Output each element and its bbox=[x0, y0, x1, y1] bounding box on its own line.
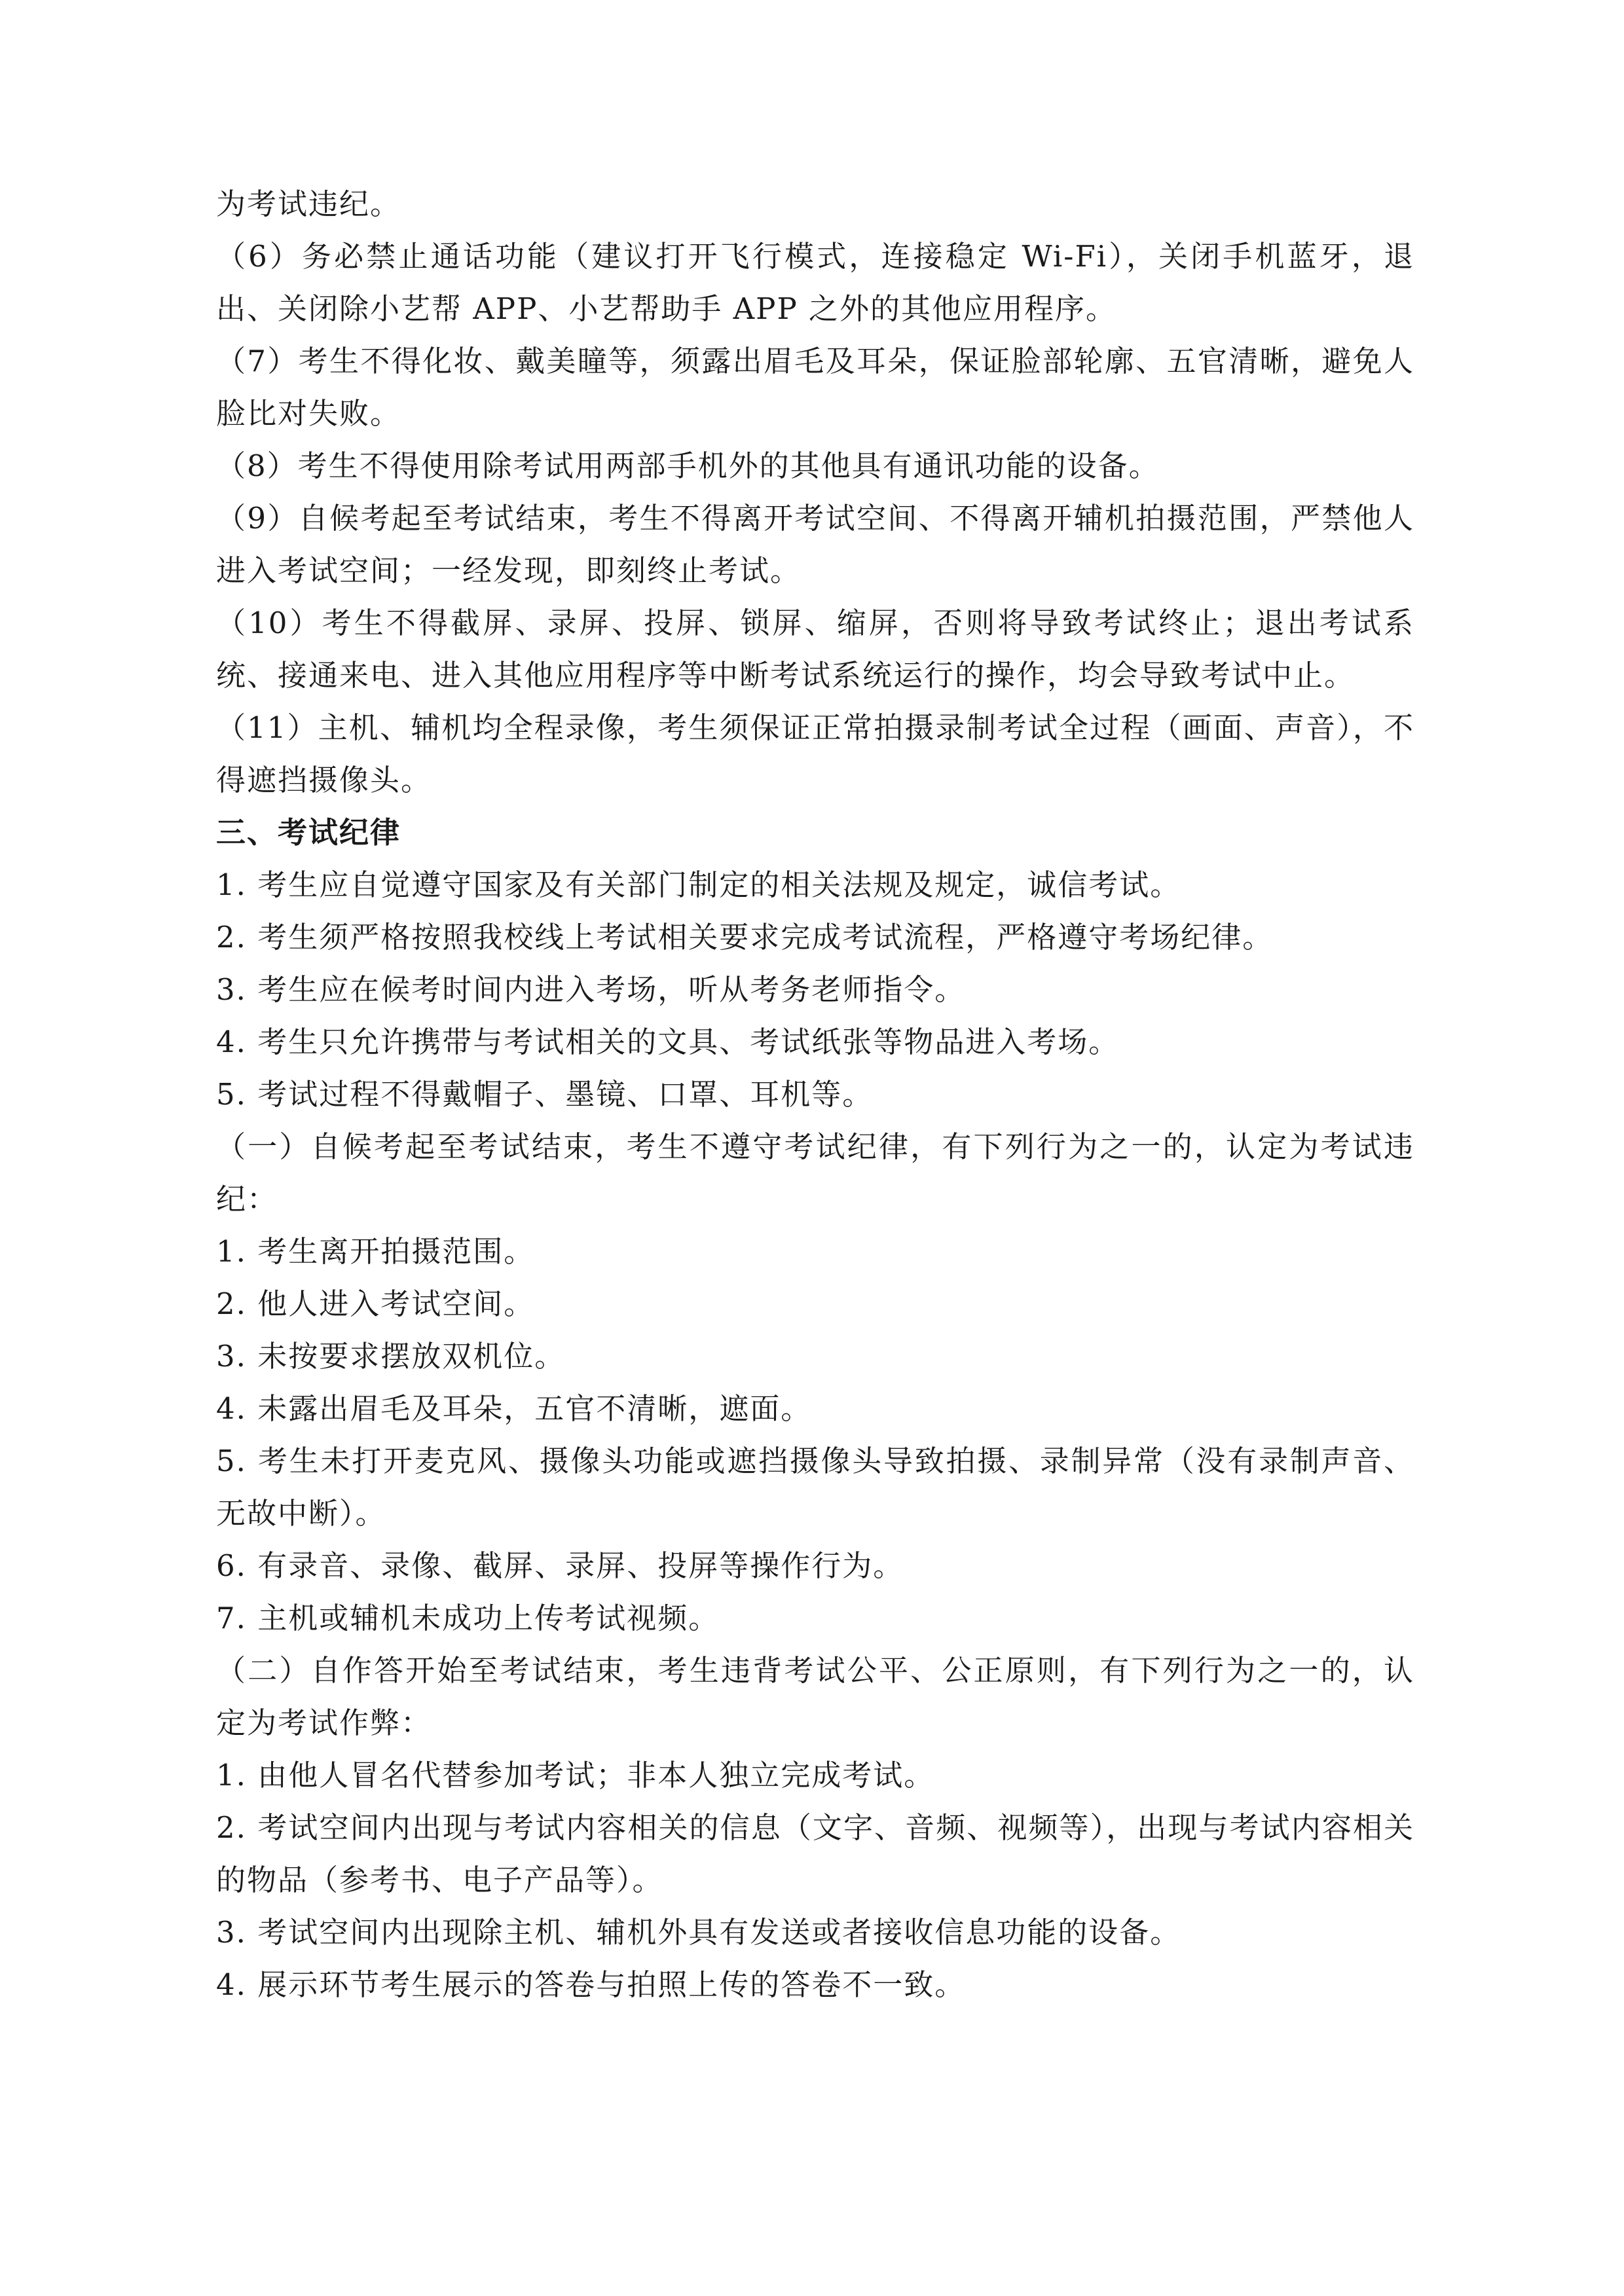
discipline-item-3: 3. 考生应在候考时间内进入考场，听从考务老师指令。 bbox=[216, 972, 966, 1007]
violation-item-4: 4. 未露出眉毛及耳朵，五官不清晰，遮面。 bbox=[216, 1391, 812, 1426]
violation-item-5: 5. 考生未打开麦克风、摄像头功能或遮挡摄像头导致拍摄、录制异常（没有录制声音、无故中断）。 bbox=[216, 1444, 1414, 1531]
subsection-violation-intro: （一）自候考起至考试结束，考生不遵守考试纪律，有下列行为之一的，认定为考试违纪： bbox=[216, 1129, 1414, 1216]
violation-item-3: 3. 未按要求摆放双机位。 bbox=[216, 1339, 566, 1374]
document-body bbox=[216, 178, 1414, 2011]
cheating-item-3: 3. 考试空间内出现除主机、辅机外具有发送或者接收信息功能的设备。 bbox=[216, 1915, 1181, 1950]
cheating-item-2: 2. 考试空间内出现与考试内容相关的信息（文字、音频、视频等），出现与考试内容相关的物品（参考书、电子产品等）。 bbox=[216, 1810, 1414, 1897]
cheating-item-4: 4. 展示环节考生展示的答卷与拍照上传的答卷不一致。 bbox=[216, 1967, 966, 2002]
rule-item-8: （8）考生不得使用除考试用两部手机外的其他具有通讯功能的设备。 bbox=[216, 448, 1160, 483]
discipline-item-5: 5. 考试过程不得戴帽子、墨镜、口罩、耳机等。 bbox=[216, 1077, 874, 1112]
section-heading-exam-discipline: 三、考试纪律 bbox=[216, 815, 401, 850]
cheating-item-1: 1. 由他人冒名代替参加考试；非本人独立完成考试。 bbox=[216, 1758, 935, 1793]
violation-item-2: 2. 他人进入考试空间。 bbox=[216, 1286, 535, 1321]
violation-item-1: 1. 考生离开拍摄范围。 bbox=[216, 1234, 535, 1269]
rule-item-7: （7）考生不得化妆、戴美瞳等，须露出眉毛及耳朵，保证脸部轮廓、五官清晰，避免人脸比对失败。 bbox=[216, 344, 1414, 431]
rule-item-10: （10）考生不得截屏、录屏、投屏、锁屏、缩屏，否则将导致考试终止；退出考试系统、接通来电、进入其他应用程序等中断考试系统运行的操作，均会导致考试中止。 bbox=[216, 606, 1414, 693]
discipline-item-4: 4. 考生只允许携带与考试相关的文具、考试纸张等物品进入考场。 bbox=[216, 1025, 1120, 1059]
discipline-item-1: 1. 考生应自觉遵守国家及有关部门制定的相关法规及规定，诚信考试。 bbox=[216, 867, 1181, 902]
violation-item-6: 6. 有录音、录像、截屏、录屏、投屏等操作行为。 bbox=[216, 1548, 904, 1583]
rule-item-11: （11）主机、辅机均全程录像，考生须保证正常拍摄录制考试全过程（画面、声音），不得遮挡摄像头。 bbox=[216, 710, 1414, 797]
violation-item-7: 7. 主机或辅机未成功上传考试视频。 bbox=[216, 1601, 720, 1635]
subsection-cheating-intro: （二）自作答开始至考试结束，考生违背考试公平、公正原则，有下列行为之一的，认定为考试作弊： bbox=[216, 1653, 1414, 1740]
paragraph-continuation: 为考试违纪。 bbox=[216, 187, 401, 221]
discipline-item-2: 2. 考生须严格按照我校线上考试相关要求完成考试流程，严格遵守考场纪律。 bbox=[216, 920, 1274, 955]
rule-item-6: （6）务必禁止通话功能（建议打开飞行模式，连接稳定 Wi-Fi），关闭手机蓝牙，退出、关闭除小艺帮 APP、小艺帮助手 APP 之外的其他应用程序。 bbox=[216, 239, 1414, 326]
rule-item-9: （9）自候考起至考试结束，考生不得离开考试空间、不得离开辅机拍摄范围，严禁他人进入考试空间；一经发现，即刻终止考试。 bbox=[216, 501, 1414, 588]
